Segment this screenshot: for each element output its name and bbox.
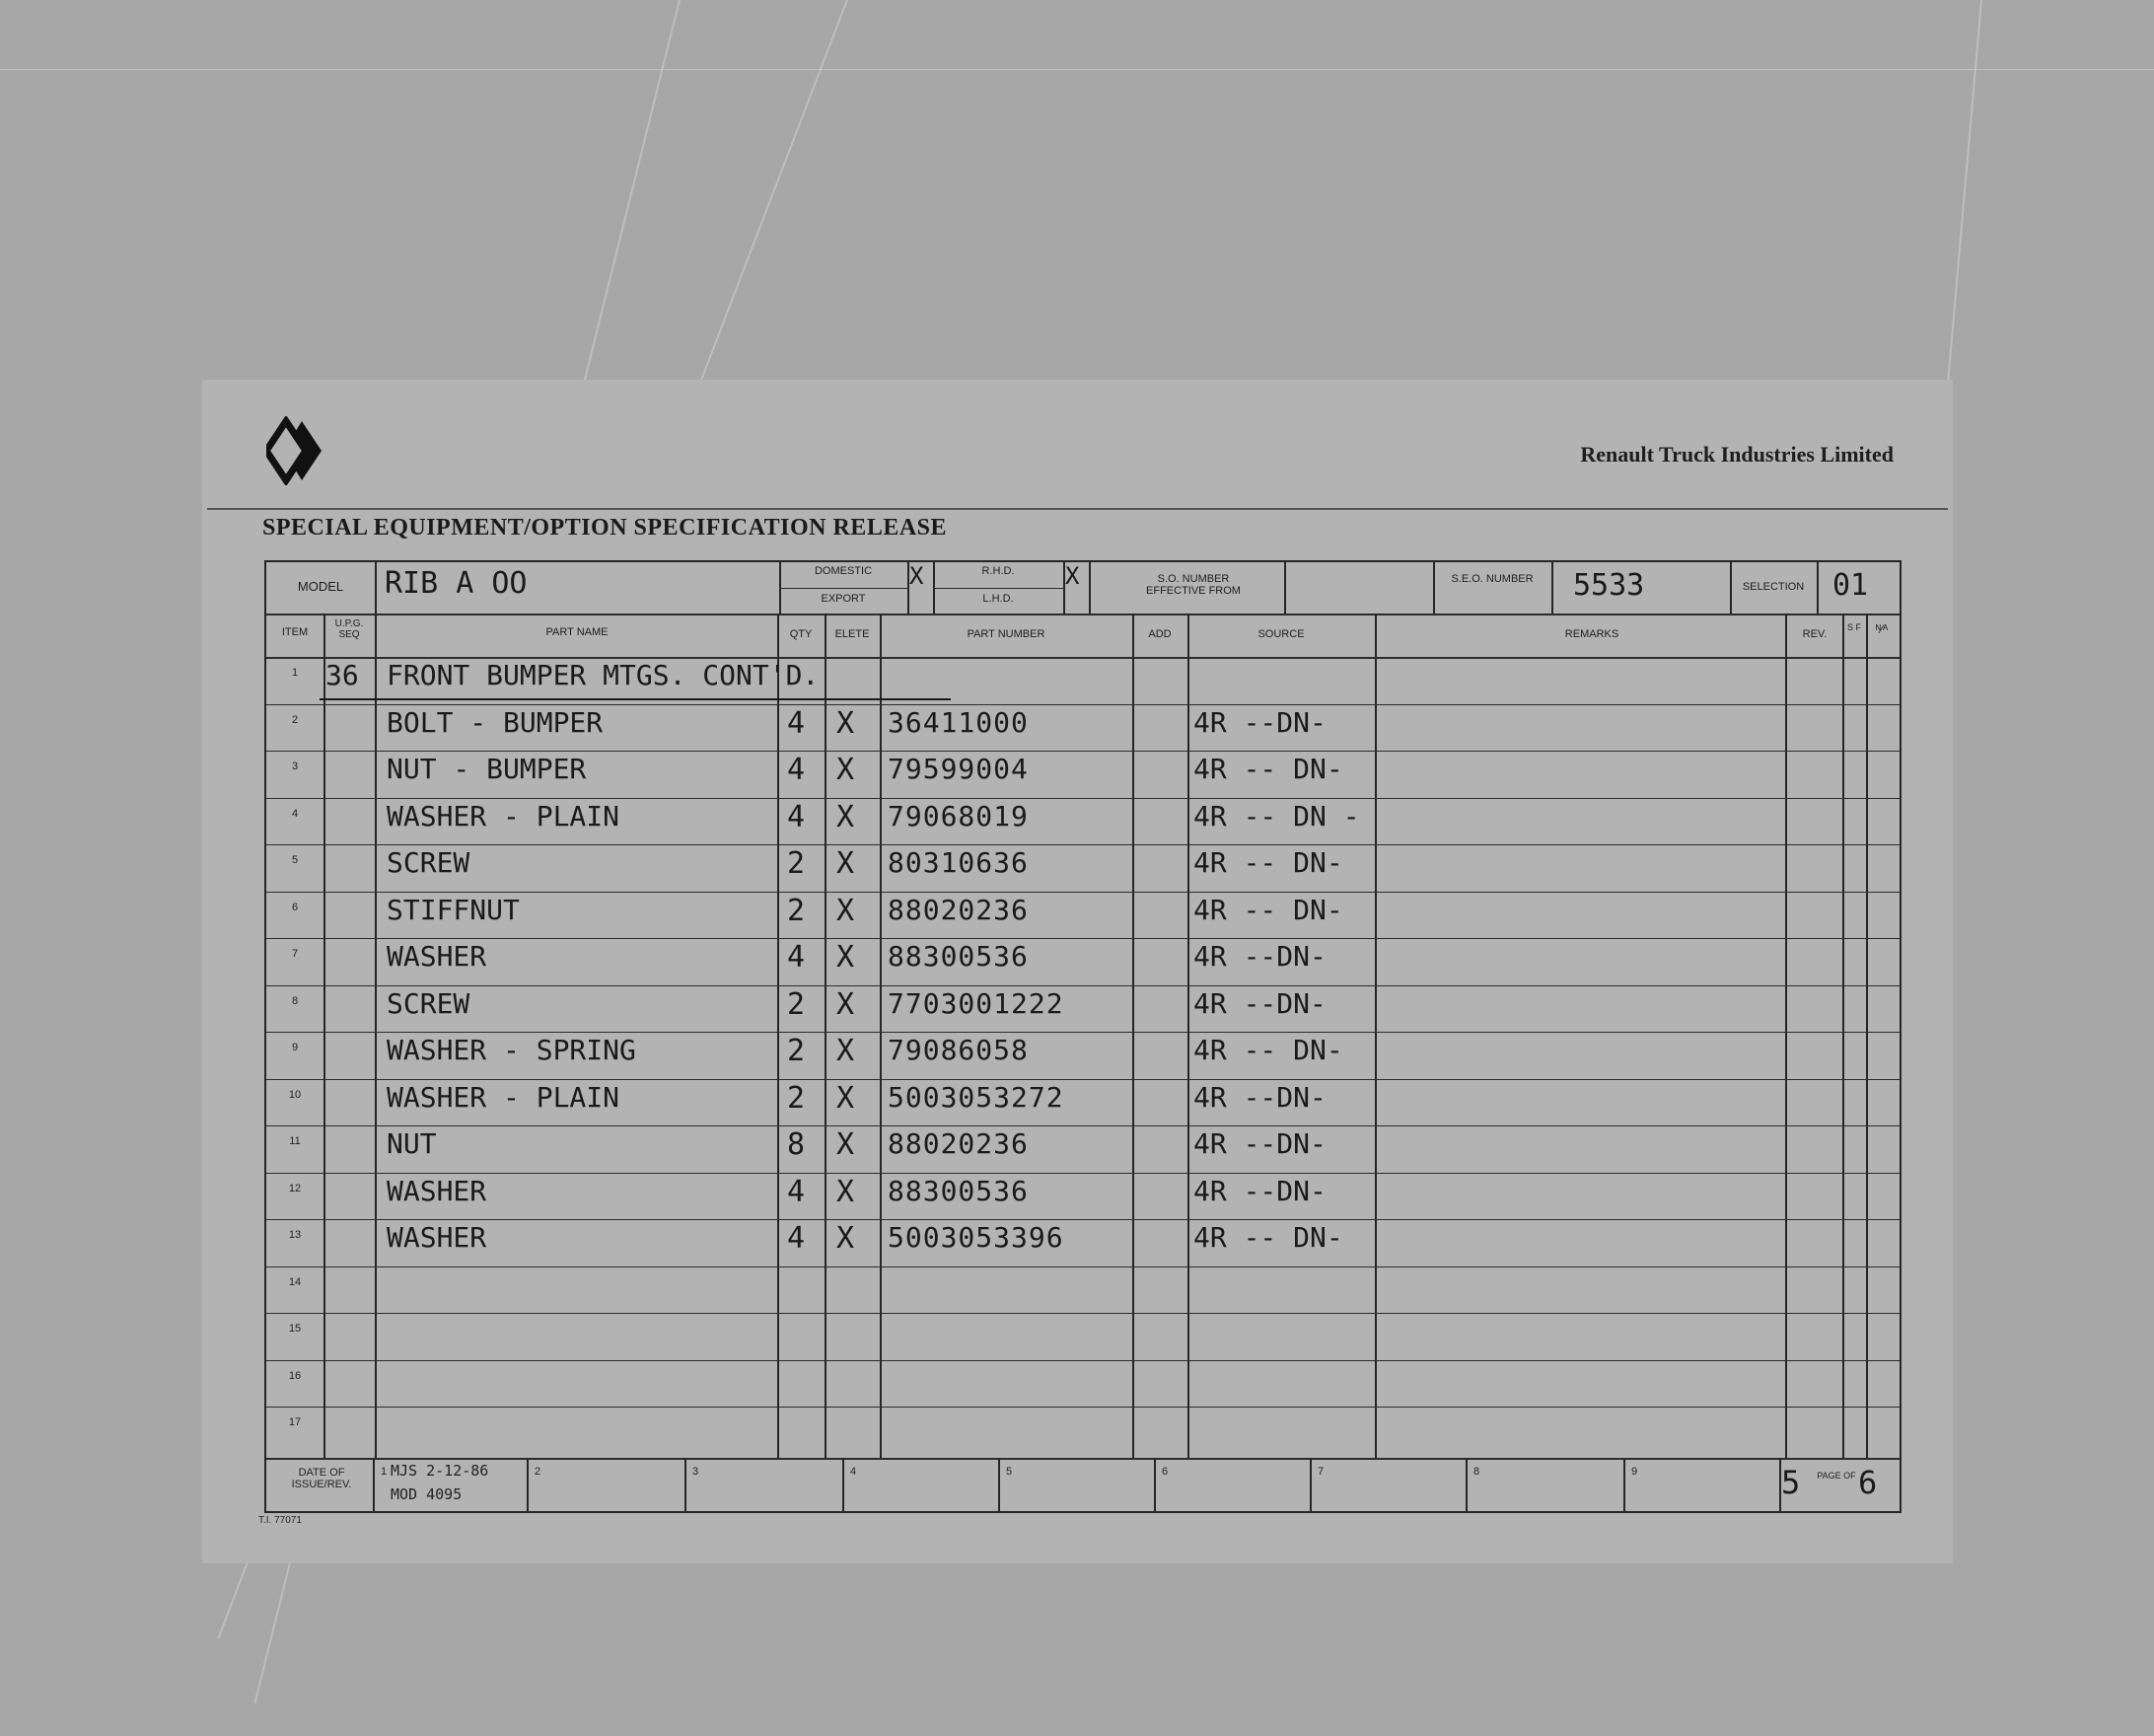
- footer-slot-1: 1: [381, 1466, 388, 1478]
- row-part-name: SCREW: [387, 986, 470, 1020]
- model-label: MODEL: [297, 579, 344, 594]
- row-source: 4R --DN-: [1193, 1127, 1327, 1160]
- row-source: 4R --DN-: [1193, 1080, 1327, 1114]
- row-rule: [266, 938, 1900, 939]
- row-part-name: STIFFNUT: [387, 893, 520, 926]
- row-part-number: 80310636: [888, 846, 1029, 879]
- page-of-label: PAGE OF: [1817, 1471, 1856, 1481]
- row-source: 4R -- DN-: [1193, 846, 1343, 879]
- date-of-issue-label: DATE OF ISSUE/REV.: [291, 1467, 352, 1490]
- row-part-number: 79599004: [888, 753, 1029, 785]
- heading-underline: [320, 698, 951, 700]
- row-item-number: 5: [291, 854, 299, 866]
- issue-entry-line1: MJS 2-12-86: [391, 1462, 489, 1480]
- row-qty: 4: [787, 1174, 806, 1209]
- row-rule: [266, 1032, 1900, 1033]
- row-part-number: 88300536: [888, 1174, 1029, 1207]
- lhd-label: L.H.D.: [982, 593, 1014, 605]
- row-source: 4R -- DN-: [1193, 893, 1343, 926]
- issue-entry-line2: MOD 4095: [391, 1485, 463, 1503]
- row-qty: 4: [787, 1221, 806, 1256]
- column-divider: [777, 614, 779, 1458]
- column-divider: [1866, 614, 1868, 1458]
- row-part-name: NUT - BUMPER: [387, 753, 587, 785]
- row-rule: [266, 1173, 1900, 1174]
- footer-slot-5: 5: [1006, 1466, 1013, 1478]
- row-qty: 2: [787, 986, 806, 1022]
- row-source: 4R --DN-: [1193, 705, 1327, 739]
- domestic-label: DOMESTIC: [814, 565, 873, 577]
- rhd-label: R.H.D.: [981, 565, 1015, 577]
- col-source: SOURCE: [1257, 628, 1305, 640]
- row-delete-mark: X: [836, 1080, 855, 1116]
- col-add: ADD: [1148, 628, 1172, 640]
- row-part-name: WASHER - PLAIN: [387, 1080, 620, 1114]
- company-name: Renault Truck Industries Limited: [1580, 442, 1894, 467]
- row-rule: [266, 704, 1900, 705]
- col-delete: ELETE: [834, 628, 870, 640]
- rhd-mark: X: [1065, 562, 1080, 590]
- document-title: SPECIAL EQUIPMENT/OPTION SPECIFICATION RELEASE: [262, 515, 948, 541]
- form-reference: T.I. 77071: [258, 1515, 302, 1526]
- selection-label: SELECTION: [1742, 581, 1805, 593]
- row-rule: [266, 1313, 1900, 1314]
- column-divider: [880, 614, 882, 1458]
- row-source: 4R --DN-: [1193, 1174, 1327, 1207]
- row-rule: [266, 1079, 1900, 1080]
- row-part-name: WASHER: [387, 1174, 487, 1207]
- footer-top-rule: [266, 1458, 1900, 1460]
- row-part-number: 5003053396: [888, 1221, 1064, 1254]
- row-part-name: WASHER: [387, 1221, 487, 1254]
- row-delete-mark: X: [836, 799, 855, 834]
- row-delete-mark: X: [836, 1034, 855, 1068]
- footer-slot-6: 6: [1162, 1466, 1169, 1478]
- row-qty: 4: [787, 753, 806, 787]
- row-item-number: 4: [291, 807, 299, 820]
- row-qty: 2: [787, 1080, 806, 1116]
- row-qty: 4: [787, 705, 806, 741]
- row-rule: [266, 1407, 1900, 1408]
- column-divider: [1375, 614, 1377, 1458]
- row-item-number: 2: [291, 713, 299, 726]
- column-divider: [825, 614, 826, 1458]
- row-delete-mark: X: [836, 846, 855, 881]
- page-current: 5: [1781, 1464, 1801, 1501]
- column-divider: [1132, 614, 1134, 1458]
- row-part-name: BOLT - BUMPER: [387, 705, 604, 739]
- col-qty: QTY: [789, 628, 813, 640]
- col-remarks: REMARKS: [1564, 628, 1619, 640]
- row-rule: [266, 1360, 1900, 1361]
- page-total: 6: [1858, 1464, 1878, 1501]
- col-item: ITEM: [281, 626, 309, 638]
- row-item-number: 11: [289, 1135, 301, 1147]
- row-qty: 4: [787, 940, 806, 975]
- row-rule: [266, 798, 1900, 799]
- row-source: 4R -- DN-: [1193, 753, 1343, 785]
- row-item-number: 17: [288, 1416, 302, 1428]
- col-extra: ᴺ⁄ᴬ: [1875, 622, 1889, 636]
- row-rule: [266, 1125, 1900, 1126]
- row-item-number: 12: [288, 1182, 302, 1194]
- row-part-number: 79068019: [888, 799, 1029, 832]
- row-item-number: 15: [288, 1323, 302, 1335]
- row-delete-mark: X: [836, 940, 855, 975]
- renault-logo-icon: [266, 416, 325, 485]
- column-divider: [1785, 614, 1787, 1458]
- row-source: 4R --DN-: [1193, 986, 1327, 1020]
- row-part-name: NUT: [387, 1127, 437, 1160]
- row-item-number: 16: [288, 1369, 302, 1382]
- row-item-number: 13: [288, 1229, 302, 1241]
- domestic-mark: X: [909, 562, 924, 590]
- col-sf: S F: [1846, 622, 1861, 632]
- column-divider: [323, 614, 325, 1458]
- row-item-number: 1: [291, 667, 299, 679]
- footer-slot-4: 4: [850, 1466, 857, 1478]
- row-qty: 2: [787, 846, 806, 881]
- row-part-number: 5003053272: [888, 1080, 1064, 1114]
- row-rule: [266, 985, 1900, 986]
- specification-form: [264, 560, 1902, 1513]
- row-item-number: 10: [288, 1088, 302, 1101]
- row-source: 4R -- DN-: [1193, 1221, 1343, 1254]
- seo-number-label: S.E.O. NUMBER: [1451, 573, 1534, 585]
- row-upg-seq: 36: [325, 659, 359, 691]
- row-item-number: 14: [288, 1275, 302, 1288]
- row-part-name: WASHER: [387, 940, 487, 973]
- model-value: RIB A OO: [385, 566, 528, 601]
- col-upg-seq: U.P.G. SEQ: [334, 618, 364, 640]
- row-part-name: WASHER - PLAIN: [387, 799, 620, 832]
- row-delete-mark: X: [836, 1221, 855, 1256]
- column-divider: [1842, 614, 1844, 1458]
- row-part-number: 7703001222: [888, 986, 1064, 1020]
- row-qty: 8: [787, 1127, 806, 1162]
- row-item-number: 3: [291, 760, 299, 772]
- column-divider: [1187, 614, 1189, 1458]
- row-part-number: 79086058: [888, 1034, 1029, 1066]
- footer-slot-2: 2: [535, 1466, 541, 1478]
- row-qty: 4: [787, 799, 806, 834]
- row-source: 4R -- DN-: [1193, 1034, 1343, 1066]
- row-rule: [266, 751, 1900, 752]
- row-part-name: SCREW: [387, 846, 470, 879]
- footer-slot-8: 8: [1473, 1466, 1480, 1478]
- seo-number-value: 5533: [1573, 568, 1645, 603]
- row-part-number: 36411000: [888, 705, 1029, 739]
- row-delete-mark: X: [836, 1127, 855, 1162]
- col-part-name: PART NAME: [545, 626, 609, 638]
- row-delete-mark: X: [836, 705, 855, 741]
- row-item-number: 9: [291, 1042, 299, 1053]
- column-divider: [375, 614, 377, 1458]
- row-qty: 2: [787, 893, 806, 928]
- row-qty: 2: [787, 1034, 806, 1068]
- header-rule: [207, 508, 1948, 510]
- so-number-label: S.O. NUMBER EFFECTIVE FROM: [1146, 573, 1241, 597]
- row-rule: [266, 1219, 1900, 1220]
- row-delete-mark: X: [836, 893, 855, 928]
- row-delete-mark: X: [836, 1174, 855, 1209]
- row-item-number: 8: [291, 994, 299, 1007]
- row-delete-mark: X: [836, 753, 855, 787]
- row-part-number: 88020236: [888, 893, 1029, 926]
- row-rule: [266, 1266, 1900, 1267]
- row-delete-mark: X: [836, 986, 855, 1022]
- export-label: EXPORT: [821, 593, 866, 605]
- row-source: 4R -- DN -: [1193, 799, 1360, 832]
- selection-value: 01: [1832, 568, 1869, 603]
- col-part-number: PART NUMBER: [967, 628, 1045, 640]
- row-part-name: WASHER - SPRING: [387, 1034, 636, 1066]
- row-part-number: 88020236: [888, 1127, 1029, 1160]
- header-bottom-rule: [266, 614, 1900, 615]
- row-item-number: 7: [291, 948, 299, 960]
- row-part-number: 88300536: [888, 940, 1029, 973]
- footer-slot-7: 7: [1318, 1466, 1325, 1478]
- footer-slot-3: 3: [692, 1466, 699, 1478]
- footer-slot-9: 9: [1631, 1466, 1638, 1478]
- col-rev: REV.: [1802, 628, 1828, 640]
- row-source: 4R --DN-: [1193, 940, 1327, 973]
- row-item-number: 6: [291, 901, 299, 913]
- row-part-name: FRONT BUMPER MTGS. CONT'D.: [387, 659, 820, 691]
- row-rule: [266, 892, 1900, 893]
- row-rule: [266, 844, 1900, 845]
